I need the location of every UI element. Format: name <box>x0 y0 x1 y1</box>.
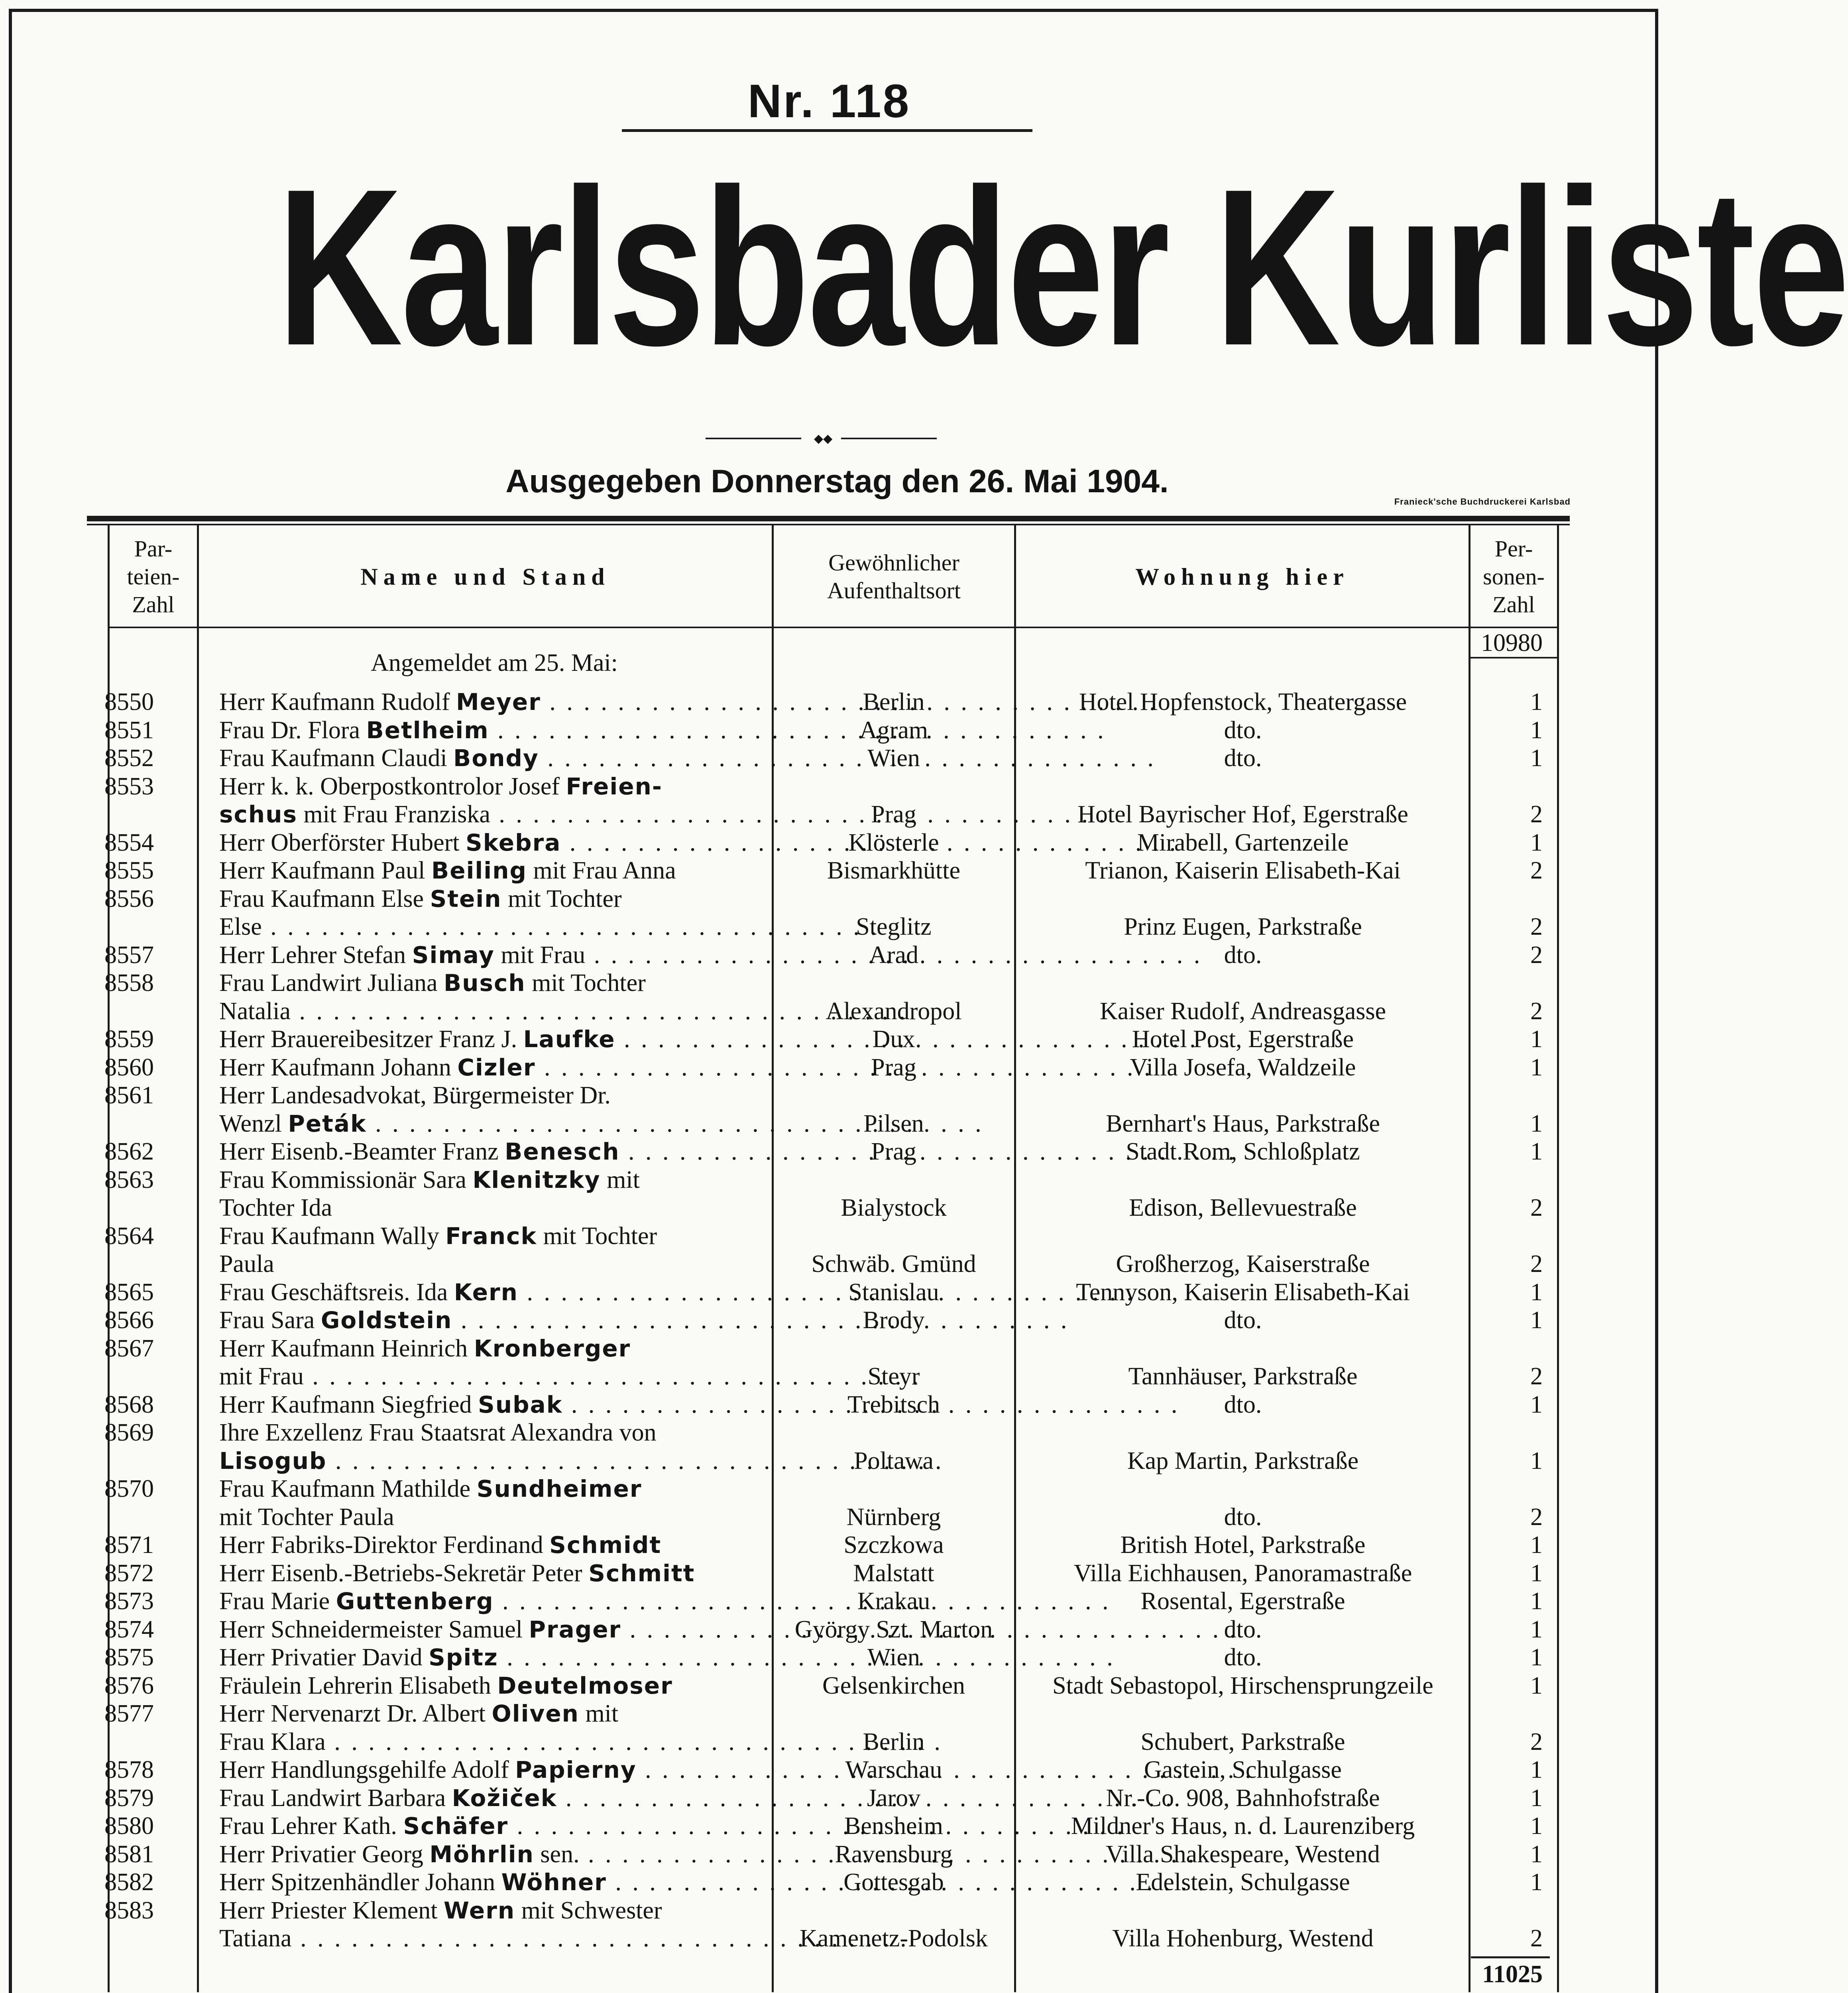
header-line: Per- <box>1494 536 1533 562</box>
header-name-und-stand: Name und Stand <box>360 564 610 590</box>
header-line: teien- <box>127 564 180 590</box>
entry-home-town: Bialystock <box>841 1194 947 1221</box>
entry-home-town: Steglitz <box>856 913 932 940</box>
entry-name-line <box>219 1166 769 1194</box>
entry-surname: Papierny <box>515 1756 637 1783</box>
entry-number: 8569 <box>104 1419 154 1446</box>
entry-number: 8565 <box>104 1278 154 1306</box>
entry-home-town: Prag <box>871 1053 916 1081</box>
entry-surname: Oliven <box>491 1700 579 1727</box>
entry-persons: 1 <box>1530 1447 1543 1474</box>
entry-number: 8581 <box>104 1840 154 1868</box>
entry-title-text: Herr Priester Klement <box>219 1897 444 1924</box>
entry-number: 8574 <box>104 1616 154 1643</box>
entry-title-text: Frau Sara <box>219 1307 321 1334</box>
entry-title-text: Herr Kaufmann Siegfried <box>219 1391 478 1418</box>
issue-date-line: Ausgegeben Donnerstag den 26. Mai 1904. <box>505 463 1169 499</box>
entry-number: 8553 <box>104 772 154 800</box>
entry-residence: Mirabell, Gartenzeile <box>1137 829 1349 856</box>
entry-title-text: Herr Eisenb.-Beamter Franz <box>219 1138 505 1165</box>
header-personen-zahl <box>1471 527 1557 627</box>
header-line: Gewöhnlicher <box>828 550 959 576</box>
entry-name-line <box>219 1138 769 1166</box>
entry-name-line <box>219 1194 769 1222</box>
entry-surname: Betlheim <box>366 716 489 744</box>
entry-surname: Schmitt <box>588 1559 695 1587</box>
entry-home-town: György Szt. Marton <box>794 1616 993 1643</box>
entry-surname: Laufke <box>523 1026 615 1053</box>
table-top-rule-thin <box>87 524 1570 525</box>
entry-name-line <box>219 1672 769 1700</box>
header-parteien-zahl <box>110 527 197 627</box>
entry-home-town: Malstatt <box>853 1559 934 1587</box>
entry-title-text: mit Tochter Paula <box>219 1503 394 1531</box>
entry-persons: 2 <box>1530 1503 1543 1531</box>
issue-rule <box>622 129 1032 132</box>
entry-name-line <box>219 1362 769 1391</box>
entry-number: 8550 <box>104 688 154 715</box>
entry-surname: Spitz <box>429 1644 498 1671</box>
header-line: sonen- <box>1483 564 1545 590</box>
entry-name-line <box>219 1503 769 1531</box>
entry-number: 8564 <box>104 1222 154 1250</box>
entry-residence: Prinz Eugen, Parkstraße <box>1124 913 1362 940</box>
entry-title-text: Else <box>219 913 262 940</box>
entry-surname: Möhrlin <box>429 1840 534 1868</box>
entry-residence: Tannhäuser, Parkstraße <box>1128 1363 1358 1390</box>
entry-surname: Lisogub <box>219 1447 327 1474</box>
entry-surname: Meyer <box>456 688 541 715</box>
entry-surname: Kern <box>454 1278 518 1306</box>
entry-name-line <box>219 997 769 1026</box>
entry-surname: Benesch <box>505 1138 620 1165</box>
entry-title-text: Herr Eisenb.-Betriebs-Sekretär Peter <box>219 1559 589 1587</box>
entry-name-line <box>219 1868 769 1897</box>
entry-name-line <box>219 1897 769 1925</box>
entry-companion-text: mit Frau Franziska . . . <box>297 801 1107 828</box>
entry-name-line <box>219 885 769 913</box>
entry-number: 8552 <box>104 745 154 772</box>
ornament-line-right <box>841 438 937 439</box>
entry-name-line <box>219 1391 769 1419</box>
entry-title-text: Tochter Ida <box>219 1194 332 1221</box>
entry-name-line <box>219 1081 769 1110</box>
entry-surname: Peták <box>288 1110 367 1137</box>
entry-title-text: Frau Landwirt Juliana <box>219 969 444 996</box>
entry-surname: Schmidt <box>549 1531 662 1559</box>
entry-persons: 1 <box>1530 1644 1543 1671</box>
entry-name-line <box>219 1924 769 1953</box>
entry-persons: 1 <box>1530 1812 1543 1840</box>
entry-name-line <box>219 1784 769 1812</box>
entry-surname: Freien- <box>566 772 663 800</box>
table-top-rule <box>87 516 1570 521</box>
entry-companion-text: mit <box>579 1700 619 1727</box>
entry-name-line <box>219 1756 769 1784</box>
entry-persons: 1 <box>1530 716 1543 744</box>
entry-home-town: Steyr <box>867 1363 920 1390</box>
entry-title-text: Frau Lehrer Kath. <box>219 1812 403 1840</box>
entry-companion-text: mit Schwester <box>515 1897 662 1924</box>
entry-residence: Hotel Post, Egerstraße <box>1132 1026 1354 1053</box>
entry-home-town: Schwäb. Gmünd <box>811 1250 976 1278</box>
entry-title-text: Herr Kaufmann Johann <box>219 1053 458 1081</box>
entry-title-text: Herr Privatier David <box>219 1644 429 1671</box>
entry-home-town: Klösterle <box>848 829 939 856</box>
masthead-title: Karlsbader Kurliste <box>277 142 1848 392</box>
entry-number: 8572 <box>104 1559 154 1587</box>
entry-persons: 1 <box>1530 1672 1543 1699</box>
entry-home-town: Warschau <box>845 1756 942 1783</box>
entry-persons: 1 <box>1530 1026 1543 1053</box>
entry-number: 8570 <box>104 1475 154 1502</box>
entry-name-line <box>219 1447 769 1475</box>
entry-persons: 1 <box>1530 1588 1543 1615</box>
entry-persons: 1 <box>1530 1278 1543 1306</box>
entry-name-line <box>219 913 769 941</box>
entry-title-text: Frau Geschäftsreis. Ida <box>219 1278 454 1306</box>
entry-residence: Stadt Sebastopol, Hirschensprungzeile <box>1052 1672 1433 1699</box>
entry-residence: dto. <box>1224 941 1262 969</box>
entry-residence: dto. <box>1224 1644 1262 1671</box>
entry-surname: schus <box>219 801 298 828</box>
entry-number: 8563 <box>104 1166 154 1193</box>
ornament-divider <box>706 430 937 446</box>
entry-number: 8555 <box>104 857 154 884</box>
entry-number: 8560 <box>104 1053 154 1081</box>
entry-home-town: Brody <box>863 1307 925 1334</box>
entry-name-line <box>219 1700 769 1728</box>
entry-persons: 1 <box>1530 1531 1543 1559</box>
entry-home-town: Trebitsch <box>847 1391 940 1418</box>
entry-surname: Franck <box>445 1222 537 1250</box>
col-line-5 <box>1557 525 1559 1992</box>
entry-home-town: Bensheim <box>844 1812 943 1840</box>
entry-title-text: Herr Kaufmann Heinrich <box>219 1335 474 1362</box>
entry-residence: Trianon, Kaiserin Elisabeth-Kai <box>1085 857 1401 884</box>
entry-number: 8562 <box>104 1138 154 1165</box>
entry-home-town: Kamenetz-Podolsk <box>800 1925 988 1952</box>
entry-persons: 1 <box>1530 1138 1543 1165</box>
entry-title-text: Paula <box>219 1250 274 1278</box>
entry-name-line <box>219 1053 769 1082</box>
entry-residence: Nr.-Co. 908, Bahnhofstraße <box>1106 1784 1380 1812</box>
entry-persons: 1 <box>1530 1756 1543 1783</box>
entry-number: 8558 <box>104 969 154 996</box>
entry-name-line <box>219 1559 769 1588</box>
entry-residence: Rosental, Egerstraße <box>1140 1588 1345 1615</box>
entry-title-text: Frau Kaufmann Mathilde <box>219 1475 477 1502</box>
entry-number: 8557 <box>104 941 154 969</box>
entry-persons: 1 <box>1530 745 1543 772</box>
entry-title-text: Frau Kaufmann Claudi <box>219 745 454 772</box>
entry-persons: 1 <box>1530 1840 1543 1868</box>
entry-residence: Villa Josefa, Waldzeile <box>1130 1053 1356 1081</box>
header-line: Zahl <box>1492 592 1535 617</box>
entry-number: 8582 <box>104 1869 154 1896</box>
entry-home-town: Gottesgab <box>843 1869 944 1896</box>
entry-name-line <box>219 800 769 829</box>
entry-surname: Kronberger <box>474 1335 631 1362</box>
entry-name-line <box>219 1306 769 1335</box>
entry-persons: 2 <box>1530 857 1543 884</box>
entry-residence: British Hotel, Parkstraße <box>1120 1531 1366 1559</box>
entry-companion-text: mit Tochter <box>537 1222 657 1250</box>
entry-title-text: Herr Schneidermeister Samuel <box>219 1616 529 1643</box>
entry-surname: Deutelmoser <box>497 1672 673 1699</box>
entry-persons: 2 <box>1530 1194 1543 1221</box>
entry-persons: 1 <box>1530 1784 1543 1812</box>
entry-home-town: Krakau <box>857 1588 930 1615</box>
entry-title-text: Frau Dr. Flora <box>219 716 366 744</box>
entry-home-town: Szczkowa <box>843 1531 944 1559</box>
entry-persons: 1 <box>1530 1307 1543 1334</box>
entry-name-line <box>219 969 769 997</box>
entry-title-text: Herr Oberförster Hubert <box>219 829 466 856</box>
entry-residence: dto. <box>1224 716 1262 744</box>
entry-surname: Klenitzky <box>472 1166 601 1193</box>
entry-name-line <box>219 829 769 857</box>
entry-name-line <box>219 857 769 885</box>
entry-surname: Prager <box>529 1616 621 1643</box>
entry-surname: Kožiček <box>452 1784 557 1812</box>
entry-number: 8583 <box>104 1897 154 1924</box>
entry-persons: 2 <box>1530 801 1543 828</box>
entry-residence: dto. <box>1224 1616 1262 1643</box>
entry-surname: Busch <box>444 969 526 996</box>
entry-name-line <box>219 1587 769 1616</box>
entry-surname: Wern <box>443 1897 515 1924</box>
entry-number: 8568 <box>104 1391 154 1418</box>
entry-companion-text: mit Tochter <box>501 885 622 912</box>
entry-home-town: Wien <box>867 1644 920 1671</box>
entry-number: 8575 <box>104 1644 154 1671</box>
entry-name-line <box>219 1335 769 1363</box>
entry-residence: dto. <box>1224 1503 1262 1531</box>
entry-persons: 1 <box>1530 829 1543 856</box>
carried-total: 10980 <box>1481 629 1543 656</box>
ornament-diamond-icon: ◆◆ <box>814 432 833 446</box>
entry-title-text: Frau Landwirt Barbara <box>219 1784 452 1812</box>
entry-residence: Bernhart's Haus, Parkstraße <box>1106 1110 1380 1137</box>
entry-number: 8559 <box>104 1026 154 1053</box>
entry-home-town: Jarov <box>867 1784 921 1812</box>
entry-residence: dto. <box>1224 1391 1262 1418</box>
entry-name-line <box>219 1110 769 1138</box>
entry-name-line <box>219 744 769 772</box>
entry-title-text: Frau Marie <box>219 1588 336 1615</box>
header-bottom-rule <box>108 627 1559 628</box>
entry-name-line <box>219 1616 769 1644</box>
final-total: 11025 <box>1482 1961 1543 1988</box>
entry-title-text: Herr Spitzenhändler Johann <box>219 1869 501 1896</box>
entry-title-text: Herr Kaufmann Paul <box>219 857 431 884</box>
entry-title-text: Herr Fabriks-Direktor Ferdinand <box>219 1531 550 1559</box>
entry-persons: 1 <box>1530 1869 1543 1896</box>
entry-home-town: Agram <box>859 716 928 744</box>
entry-title-text: Frau Kaufmann Wally <box>219 1222 446 1250</box>
entry-name-line <box>219 1728 769 1756</box>
printer-imprint: Franieck'sche Buchdruckerei Karlsbad <box>1394 497 1571 507</box>
entry-name-line <box>219 1025 769 1053</box>
entry-number: 8576 <box>104 1672 154 1699</box>
entry-name-line <box>219 716 769 745</box>
entry-residence: Tennyson, Kaiserin Elisabeth-Kai <box>1076 1278 1410 1306</box>
entry-residence: dto. <box>1224 745 1262 772</box>
entry-companion-text: mit Tochter <box>525 969 646 996</box>
header-line: Aufenthaltsort <box>827 578 961 603</box>
entry-surname: Beiling <box>431 857 527 884</box>
entry-surname: Wöhner <box>501 1869 607 1896</box>
entry-persons: 2 <box>1530 1363 1543 1390</box>
entry-persons: 2 <box>1530 1250 1543 1278</box>
entry-residence: Großherzog, Kaiserstraße <box>1116 1250 1370 1278</box>
entry-surname: Simay <box>412 941 495 969</box>
entry-home-town: Prag <box>871 1138 916 1165</box>
entry-title-text: Herr Handlungsgehilfe Adolf <box>219 1756 515 1783</box>
entry-persons: 1 <box>1530 1391 1543 1418</box>
entry-persons: 1 <box>1530 1559 1543 1587</box>
entry-home-town: Wien <box>867 745 920 772</box>
entry-persons: 1 <box>1530 688 1543 715</box>
entry-companion-text: sen. . . . <box>534 1841 1197 1868</box>
entry-number: 8566 <box>104 1307 154 1334</box>
entry-surname: Goldstein <box>320 1307 452 1334</box>
entry-number: 8554 <box>104 829 154 856</box>
entry-number: 8577 <box>104 1700 154 1727</box>
entry-title-text: Herr Brauereibesitzer Franz J. <box>219 1026 523 1053</box>
entry-residence: Gastein, Schulgasse <box>1144 1756 1342 1783</box>
issue-number: Nr. 118 <box>747 75 911 128</box>
entry-residence: Hotel Bayrischer Hof, Egerstraße <box>1077 801 1408 828</box>
entry-surname: Schäfer <box>403 1812 509 1840</box>
entry-name-line <box>219 772 769 801</box>
entry-home-town: Nürnberg <box>846 1503 941 1531</box>
entry-residence: Edelstein, Schulgasse <box>1136 1869 1350 1896</box>
entry-home-town: Arad <box>869 941 918 969</box>
entry-residence: Mildner's Haus, n. d. Laurenziberg <box>1071 1812 1415 1840</box>
entry-number: 8556 <box>104 885 154 912</box>
entry-home-town: Ravensburg <box>835 1840 953 1868</box>
entry-number: 8573 <box>104 1588 154 1615</box>
header-line: Zahl <box>132 592 175 617</box>
entry-name-line <box>219 1812 769 1840</box>
entry-name-line <box>219 941 769 969</box>
entry-companion-text: mit <box>600 1166 640 1193</box>
entry-name-line <box>219 1250 769 1278</box>
entry-title-text: Frau Klara <box>219 1728 326 1755</box>
entry-name-line <box>219 1222 769 1250</box>
entry-title-text: Herr Lehrer Stefan <box>219 941 412 969</box>
entry-persons: 2 <box>1530 1925 1543 1952</box>
entry-home-town: Bismarkhütte <box>827 857 961 884</box>
entry-name-line <box>219 1475 769 1503</box>
entry-title-text: Herr Nervenarzt Dr. Albert <box>219 1700 492 1727</box>
entry-surname: Cizler <box>457 1053 536 1081</box>
entry-persons: 1 <box>1530 1616 1543 1643</box>
entry-title-text: Herr Landesadvokat, Bürgermeister Dr. <box>219 1082 611 1109</box>
entry-home-town: Berlin <box>863 688 925 715</box>
header-line: Par- <box>134 536 173 562</box>
entry-title-text: Ihre Exzellenz Frau Staatsrat Alexandra von <box>219 1419 657 1446</box>
entry-home-town: Poltawa <box>854 1447 934 1474</box>
entry-name-line <box>219 1531 769 1559</box>
entry-title-text: Frau Kommissionär Sara <box>219 1166 473 1193</box>
entry-title-text: mit Frau <box>219 1363 304 1390</box>
entry-surname: Skebra <box>466 829 561 856</box>
entry-persons: 1 <box>1530 1053 1543 1081</box>
entry-home-town: Berlin <box>863 1728 925 1755</box>
entry-name-line <box>219 1840 769 1869</box>
entry-home-town: Stanislau <box>848 1278 939 1306</box>
entry-number: 8578 <box>104 1756 154 1783</box>
entry-title-text: Fräulein Lehrerin Elisabeth <box>219 1672 497 1699</box>
entry-number: 8579 <box>104 1784 154 1812</box>
entry-home-town: Gelsenkirchen <box>822 1672 965 1699</box>
entry-residence: Villa Eichhausen, Panoramastraße <box>1073 1559 1412 1587</box>
entry-residence: Kaiser Rudolf, Andreasgasse <box>1100 997 1386 1025</box>
entry-number: 8561 <box>104 1082 154 1109</box>
carried-total-rule <box>1471 657 1557 658</box>
registration-date: Angemeldet am 25. Mai: <box>371 649 618 676</box>
entry-surname: Sundheimer <box>476 1475 642 1502</box>
entry-surname: Guttenberg <box>336 1588 494 1615</box>
entry-persons: 2 <box>1530 941 1543 969</box>
entry-persons: 1 <box>1530 1110 1543 1137</box>
entry-persons: 2 <box>1530 913 1543 940</box>
entry-residence: Schubert, Parkstraße <box>1140 1728 1345 1755</box>
entry-title-text: Natalia <box>219 997 291 1025</box>
entry-name-line <box>219 688 769 716</box>
entry-persons: 2 <box>1530 997 1543 1025</box>
entry-name-line <box>219 1643 769 1672</box>
entry-persons: 2 <box>1530 1728 1543 1755</box>
entry-residence: Stadt Rom, Schloßplatz <box>1126 1138 1360 1165</box>
entry-residence: Edison, Bellevuestraße <box>1129 1194 1357 1221</box>
entry-home-town: Alexandropol <box>826 997 962 1025</box>
entry-companion-text: mit Frau . . . <box>495 941 1202 969</box>
ornament-line-left <box>706 438 801 439</box>
entry-residence: Villa Hohenburg, Westend <box>1112 1925 1374 1952</box>
entry-surname: Bondy <box>453 745 539 772</box>
entry-title-text: Herr Kaufmann Rudolf <box>219 688 456 715</box>
header-wohnung-hier: Wohnung hier <box>1135 564 1349 590</box>
entry-surname: Stein <box>430 885 502 912</box>
entry-title-text: Herr Privatier Georg <box>219 1840 430 1868</box>
entry-companion-text: mit Frau Anna <box>527 857 676 884</box>
entry-number: 8567 <box>104 1335 154 1362</box>
entry-residence: Villa Shakespeare, Westend <box>1106 1840 1380 1868</box>
entry-title-text: Tatiana <box>219 1925 292 1952</box>
entry-name-line <box>219 1278 769 1307</box>
entry-home-town: Pilsen <box>863 1110 924 1137</box>
entry-home-town: Prag <box>871 801 916 828</box>
header-aufenthaltsort <box>774 527 1014 627</box>
entry-residence: Hotel Hopfenstock, Theatergasse <box>1079 688 1407 715</box>
entry-name-line <box>219 1419 769 1447</box>
entry-number: 8580 <box>104 1812 154 1840</box>
entry-title-text: Wenzl <box>219 1110 288 1137</box>
entry-residence: Kap Martin, Parkstraße <box>1127 1447 1359 1474</box>
entry-home-town: Dux <box>872 1026 915 1053</box>
entry-number: 8551 <box>104 716 154 744</box>
entry-number: 8571 <box>104 1531 154 1559</box>
entry-surname: Subak <box>478 1391 563 1418</box>
entry-residence: dto. <box>1224 1307 1262 1334</box>
entry-title-text: Frau Kaufmann Else <box>219 885 430 912</box>
entry-title-text: Herr k. k. Oberpostkontrolor Josef <box>219 772 566 800</box>
